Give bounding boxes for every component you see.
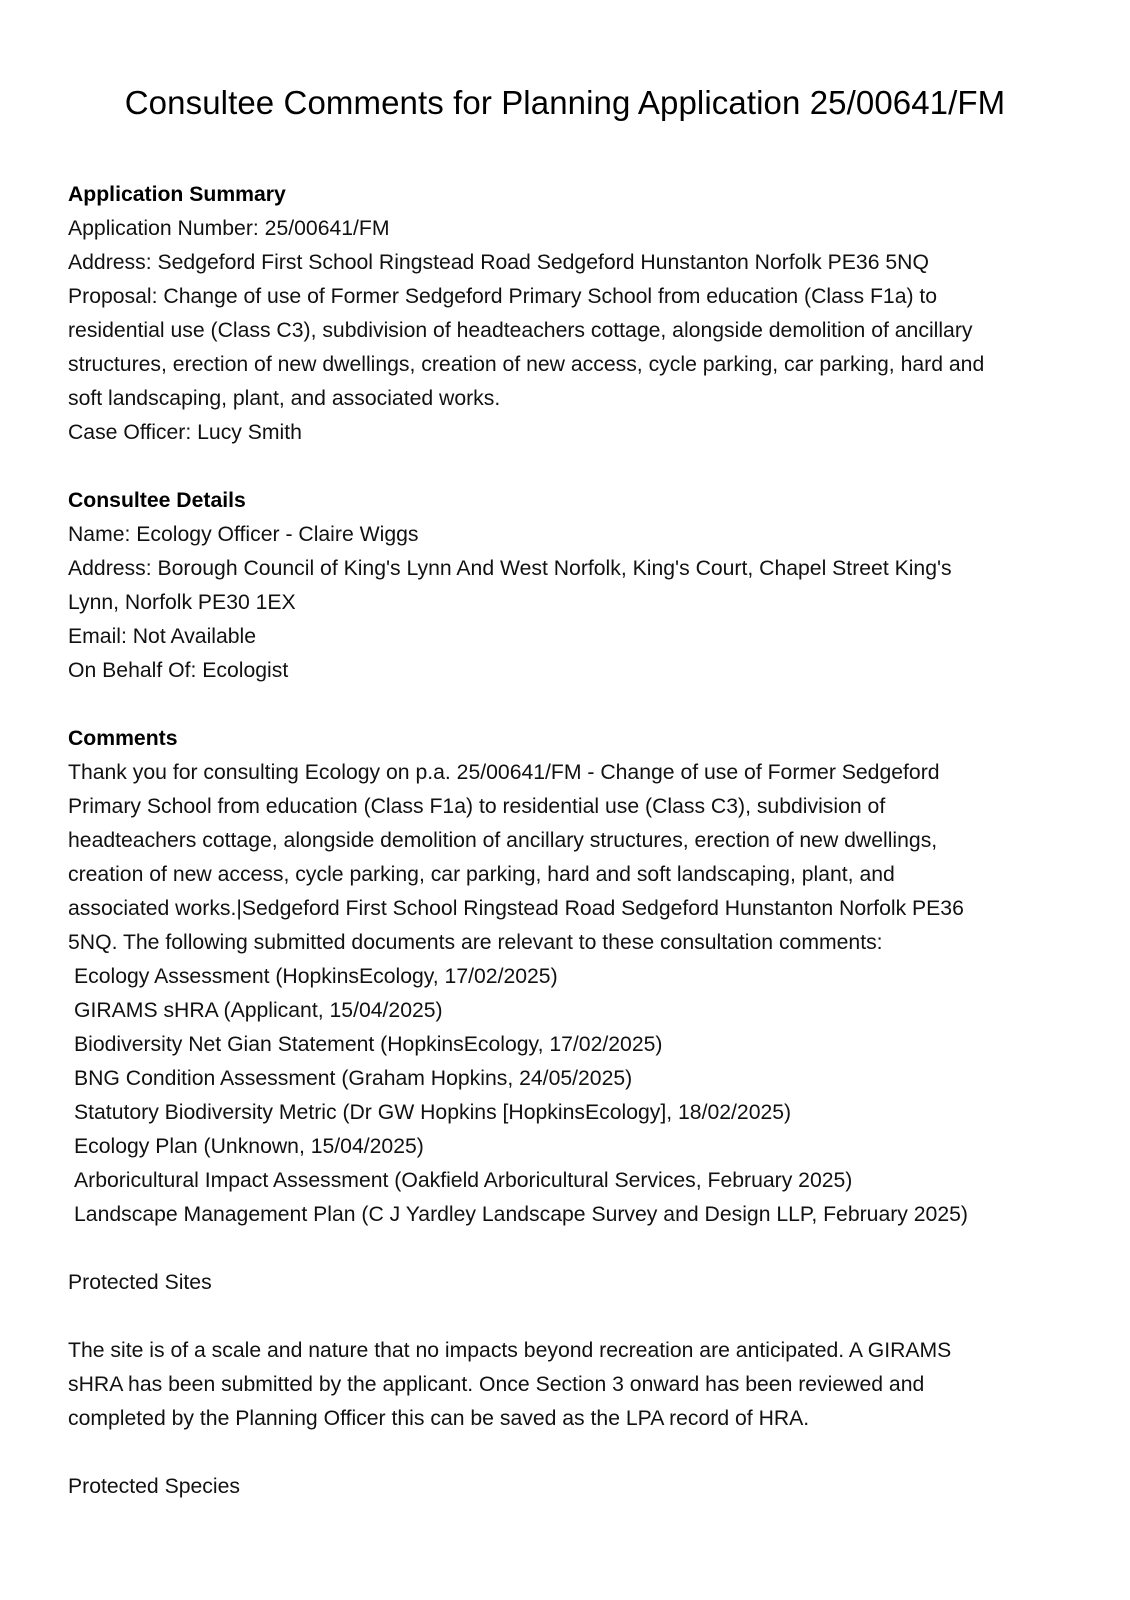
proposal-line: Proposal: Change of use of Former Sedgeford Primary School from education (Class F1a) to [68, 285, 938, 308]
page-title: Consultee Comments for Planning Application 25/00641/FM [124, 84, 1006, 121]
section-spacer [68, 688, 1068, 722]
paragraph-spacer [68, 1436, 1068, 1470]
consultee-address-line: Lynn, Norfolk PE30 1EX [68, 591, 296, 614]
submitted-documents-list [68, 960, 1068, 1232]
paragraph-spacer [68, 1232, 1068, 1266]
application-address: Address: Sedgeford First School Ringstead Road Sedgeford Hunstanton Norfolk PE36 5NQ [68, 251, 929, 274]
consultee-address-line: Address: Borough Council of King's Lynn And West Norfolk, King's Court, Chapel Street King's [68, 557, 952, 580]
comments-heading: Comments [68, 727, 178, 750]
proposal-line: soft landscaping, plant, and associated works. [68, 387, 501, 410]
protected-sites-line: The site is of a scale and nature that no impacts beyond recreation are anticipated. A GIRAMS [68, 1339, 952, 1362]
consultee-details-section [68, 484, 1068, 688]
comment-intro-line: creation of new access, cycle parking, car parking, hard and soft landscaping, plant, and [68, 863, 895, 886]
document-list-item: GIRAMS sHRA (Applicant, 15/04/2025) [74, 999, 443, 1022]
protected-sites-line: sHRA has been submitted by the applicant. Once Section 3 onward has been reviewed and [68, 1373, 925, 1396]
protected-species-heading: Protected Species [68, 1475, 240, 1498]
application-summary-heading: Application Summary [68, 183, 286, 206]
document-body [68, 178, 1068, 1504]
comments-section [68, 722, 1068, 1504]
proposal-line: residential use (Class C3), subdivision of headteachers cottage, alongside demolition of ancillary [68, 319, 973, 342]
document-list-item: Ecology Assessment (HopkinsEcology, 17/02/2025) [74, 965, 558, 988]
case-officer: Case Officer: Lucy Smith [68, 421, 302, 444]
protected-sites-line: completed by the Planning Officer this can be saved as the LPA record of HRA. [68, 1407, 810, 1430]
document-list-item: Landscape Management Plan (C J Yardley Landscape Survey and Design LLP, February 2025) [74, 1203, 968, 1226]
comment-intro-line: Primary School from education (Class F1a) to residential use (Class C3), subdivision of [68, 795, 886, 818]
comment-intro-line: headteachers cottage, alongside demolition of ancillary structures, erection of new dwellings, [68, 829, 938, 852]
application-summary-section [68, 178, 1068, 450]
document-list-item: Arboricultural Impact Assessment (Oakfield Arboricultural Services, February 2025) [74, 1169, 853, 1192]
consultee-name: Name: Ecology Officer - Claire Wiggs [68, 523, 419, 546]
document-list-item: Biodiversity Net Gian Statement (HopkinsEcology, 17/02/2025) [74, 1033, 663, 1056]
consultee-on-behalf-of: On Behalf Of: Ecologist [68, 659, 289, 682]
section-spacer [68, 450, 1068, 484]
document-list-item: Ecology Plan (Unknown, 15/04/2025) [74, 1135, 424, 1158]
paragraph-spacer [68, 1300, 1068, 1334]
comment-intro-line: 5NQ. The following submitted documents are relevant to these consultation comments: [68, 931, 883, 954]
comment-intro-line: Thank you for consulting Ecology on p.a. 25/00641/FM - Change of use of Former Sedgeford [68, 761, 940, 784]
proposal-line: structures, erection of new dwellings, creation of new access, cycle parking, car parking, hard and [68, 353, 985, 376]
protected-sites-heading: Protected Sites [68, 1271, 212, 1294]
document-list-item: Statutory Biodiversity Metric (Dr GW Hopkins [HopkinsEcology], 18/02/2025) [74, 1101, 792, 1124]
comment-intro-line: associated works.|Sedgeford First School Ringstead Road Sedgeford Hunstanton Norfolk PE36 [68, 897, 964, 920]
application-number: Application Number: 25/00641/FM [68, 217, 390, 240]
document-list-item: BNG Condition Assessment (Graham Hopkins, 24/05/2025) [74, 1067, 633, 1090]
consultee-details-heading: Consultee Details [68, 489, 246, 512]
consultee-email: Email: Not Available [68, 625, 257, 648]
